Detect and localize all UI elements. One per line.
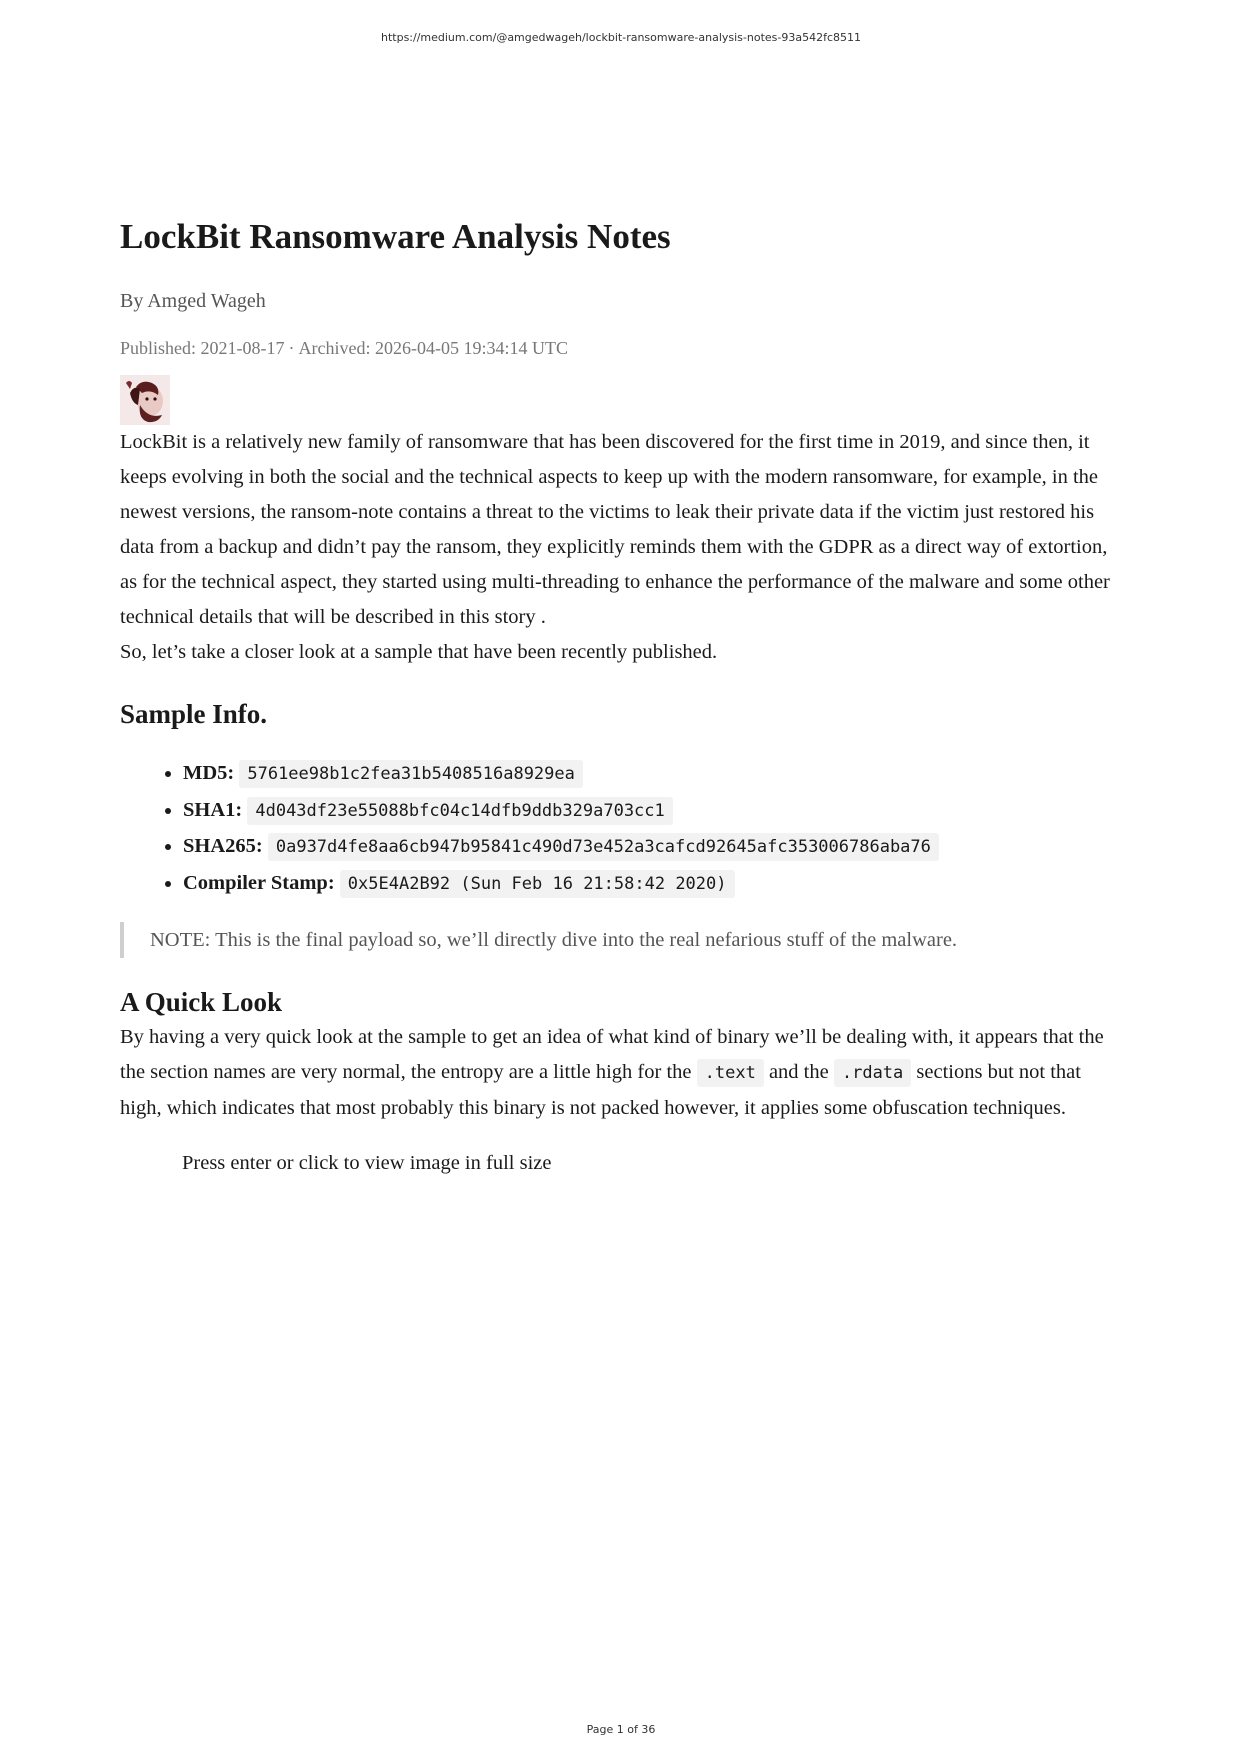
rdata-section-code: .rdata [834,1059,911,1087]
sample-info-list [120,756,1120,902]
list-item [183,793,1120,830]
md5-label: MD5: [183,762,235,784]
quick-look-heading: A Quick Look [120,987,283,1017]
sha1-label: SHA1: [183,798,243,821]
note-blockquote: NOTE: This is the final payload so, we’ll directly dive into the real nefarious stuff of the malware. [120,922,1120,958]
author-avatar-icon [120,375,170,425]
sample-info-heading: Sample Info. [120,699,268,729]
article-title: LockBit Ransomware Analysis Notes [120,217,671,256]
list-item [183,756,1120,793]
sha265-label: SHA265: [183,835,263,857]
author-byline: By Amged Wageh [120,290,266,312]
archived-date: Archived: 2026-04-05 19:34:14 UTC [298,338,568,358]
quick-text-2: and the [768,1061,829,1083]
meta-separator: · [288,338,295,358]
compiler-stamp-value: 0x5E4A2B92 (Sun Feb 16 21:58:42 2020) [340,870,735,898]
quick-text-3: sections but not that high, which indicates that most probably this binary is not packed however, it applies some obfuscation techniques. [120,1061,1081,1119]
page-number: Page 1 of 36 [586,1723,656,1736]
list-item [183,829,1120,866]
sha1-value: 4d043df23e55088bfc04c14dfb9ddb329a703cc1 [247,797,672,825]
sha265-value: 0a937d4fe8aa6cb947b95841c490d73e452a3cafcd92645afc353006786aba76 [268,833,939,861]
article [120,212,1120,1178]
quick-look-paragraph [120,1020,1120,1126]
compiler-stamp-label: Compiler Stamp: [183,871,335,894]
page-url: https://medium.com/@amgedwageh/lockbit-ransomware-analysis-notes-93a542fc8511 [380,31,861,44]
quick-text-1: By having a very quick look at the sample to get an idea of what kind of binary we’ll be dealing with, it appears that the the section names are very normal, the entropy are a little high for the [120,1026,1104,1083]
published-date: Published: 2021-08-17 [120,338,285,358]
followup-paragraph: So, let’s take a closer look at a sample that have been recently published. [120,641,718,663]
image-fullsize-link[interactable]: Press enter or click to view image in full size [182,1152,552,1174]
publish-meta [120,336,1120,360]
text-section-code: .text [697,1059,764,1087]
intro-paragraph: LockBit is a relatively new family of ransomware that has been discovered for the first time in 2019, and since then, it keeps evolving in both the social and the technical aspects to keep up with the modern ransomware, for example, in the newest versions, the ransom-note contains a threat to the victims to leak their private data if the victim just restored his data from a backup and didn’t pay the ransom, they explicitly reminds them with the GDPR as a direct way of extortion, as for the technical aspect, they started using multi-threading to enhance the performance of the malware and some other technical details that will be described in this story . [120,431,1110,628]
list-item [183,866,1120,903]
md5-value: 5761ee98b1c2fea31b5408516a8929ea [239,760,583,788]
